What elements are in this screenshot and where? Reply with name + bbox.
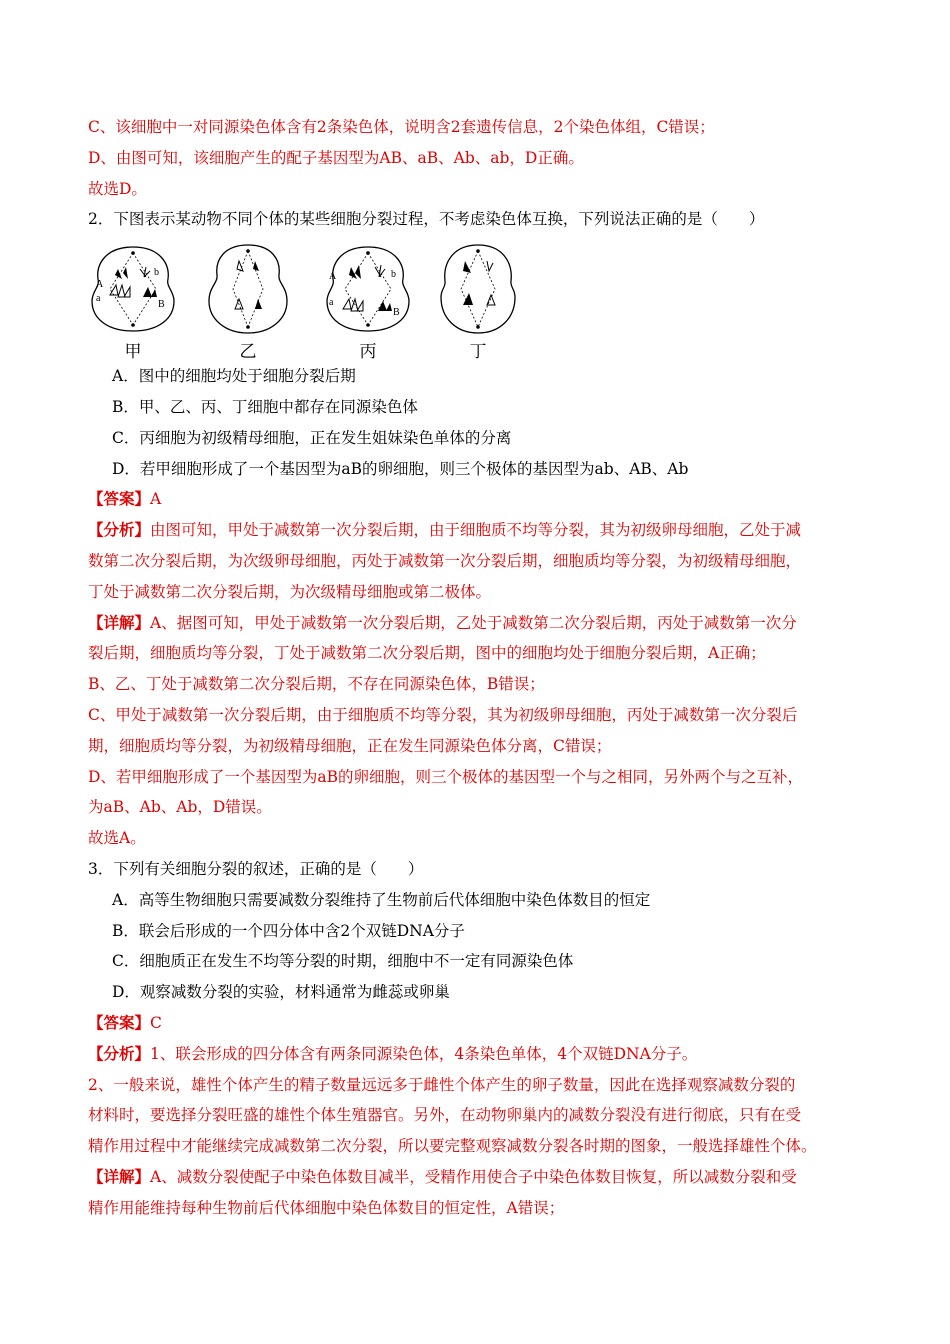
q3-stem: 3．下列有关细胞分裂的叙述，正确的是（ ） <box>88 859 424 878</box>
q2-option-c: C．丙细胞为初级精母细胞，正在发生姐妹染色单体的分离 <box>112 428 512 447</box>
q3-analysis-line-1 <box>88 1039 878 1070</box>
analysis-tag: 【分析】 <box>88 520 151 540</box>
q2-detail-c-line-2: 期，细胞质均等分裂，为初级精母细胞，正在发生同源染色体分离，C错误； <box>88 736 612 755</box>
detail-tag: 【详解】 <box>88 1166 151 1186</box>
q2-option-a: A．图中的细胞均处于细胞分裂后期 <box>112 367 356 386</box>
answer-value: A <box>150 490 162 509</box>
cell-label-jia: 甲 <box>124 342 142 363</box>
q3-analysis-line-4: 精作用过程中才能继续完成减数第二次分裂，所以要完整观察减数分裂各时期的图象，一般选择雄性个体。 <box>88 1137 817 1156</box>
q2-stem: 2．下图表示某动物不同个体的某些细胞分裂过程，不考虑染色体互换，下列说法正确的是（ ） <box>88 210 765 229</box>
q2-option-b: B．甲、乙、丙、丁细胞中都存在同源染色体 <box>112 397 418 416</box>
q3-option-c: C．细胞质正在发生不均等分裂的时期，细胞中不一定有同源染色体 <box>112 952 574 971</box>
answer-tag: 【答案】 <box>88 489 151 509</box>
detail-text: A、据图可知，甲处于减数第一次分裂后期，乙处于减数第二次分裂后期，丙处于减数第一次分 <box>150 613 797 632</box>
cell-jia-drawing <box>88 239 178 339</box>
q3-detail-a-line-2: 精作用能维持每种生物前后代体细胞中染色体数目的恒定性，A错误； <box>88 1198 565 1217</box>
q2-analysis-line-1 <box>88 515 878 546</box>
gene-a-label: a <box>329 297 334 309</box>
analysis-tag: 【分析】 <box>88 1043 151 1063</box>
q2-analysis-line-3: 丁处于减数第二次分裂后期，为次级精母细胞或第二极体。 <box>88 582 492 601</box>
gene-B-label: B <box>393 307 400 319</box>
q2-detail-d-line-1: D、若甲细胞形成了一个基因型为aB的卵细胞，则三个极体的基因型一个与之相同，另外两个与之互补， <box>88 767 804 786</box>
prev-option-d-explanation: D、由图可知，该细胞产生的配子基因型为AB、aB、Ab、ab，D正确。 <box>88 148 584 167</box>
analysis-text: 1、联会形成的四分体含有两条同源染色体，4条染色单体，4个双链DNA分子。 <box>150 1044 698 1063</box>
q2-detail-d-line-2: 为aB、Ab、Ab，D错误。 <box>88 798 272 817</box>
q2-detail-a-line-2: 裂后期，细胞质均等分裂，丁处于减数第二次分裂后期，图中的细胞均处于细胞分裂后期，A正确； <box>88 644 766 663</box>
cell-label-bing: 丙 <box>359 342 377 363</box>
cell-label-yi: 乙 <box>239 342 257 363</box>
cell-yi <box>203 239 293 363</box>
gene-A-label: A <box>329 271 337 283</box>
prev-conclusion: 故选D。 <box>88 179 147 198</box>
q3-option-d: D．观察减数分裂的实验，材料通常为雌蕊或卵巢 <box>112 983 450 1002</box>
cell-yi-drawing <box>203 239 293 339</box>
cell-label-ding: 丁 <box>469 342 487 363</box>
cell-jia <box>88 239 178 363</box>
cell-ding-drawing <box>433 239 523 339</box>
q2-analysis-line-2: 数第二次分裂后期，为次级卵母细胞，丙处于减数第一次分裂后期，细胞质均等分裂，为初级精母细胞， <box>88 551 802 570</box>
analysis-text: 由图可知，甲处于减数第一次分裂后期，由于细胞质不均等分裂，其为初级卵母细胞，乙处于减 <box>150 521 802 540</box>
q3-option-a: A．高等生物细胞只需要减数分裂维持了生物前后代体细胞中染色体数目的恒定 <box>112 890 651 909</box>
q2-cell-figure <box>88 239 878 361</box>
q2-conclusion: 故选A。 <box>88 829 146 848</box>
cell-bing-drawing <box>323 239 413 339</box>
document-page <box>88 112 878 1224</box>
q3-option-b: B．联会后形成的一个四分体中含2个双链DNA分子 <box>112 921 465 940</box>
q2-detail-b: B、乙、丁处于减数第二次分裂后期，不存在同源染色体，B错误； <box>88 675 545 694</box>
q3-analysis-line-3: 材料时，要选择分裂旺盛的雄性个体生殖器官。另外，在动物卵巢内的减数分裂没有进行彻底，只有在受 <box>88 1106 802 1125</box>
cell-ding <box>433 239 523 363</box>
q2-detail-c-line-1: C、甲处于减数第一次分裂后期，由于细胞质不均等分裂，其为初级卵母细胞，丙处于减数第一次分裂后 <box>88 705 798 724</box>
gene-a-label: a <box>96 293 101 305</box>
answer-tag: 【答案】 <box>88 1012 151 1032</box>
detail-tag: 【详解】 <box>88 612 151 632</box>
q3-detail-a-line-1 <box>88 1162 878 1193</box>
gene-A-label: A <box>96 279 104 291</box>
gene-B-label: B <box>158 299 165 311</box>
gene-b-label: b <box>154 267 159 279</box>
q3-answer <box>88 1008 878 1039</box>
answer-value: C <box>150 1013 162 1032</box>
q2-answer <box>88 484 878 515</box>
detail-text: A、减数分裂使配子中染色体数目减半，受精作用使合子中染色体数目恢复，所以减数分裂和受 <box>150 1167 797 1186</box>
q3-analysis-line-2: 2、一般来说，雄性个体产生的精子数量远远多于雌性个体产生的卵子数量，因此在选择观察减数分裂的 <box>88 1075 796 1094</box>
prev-option-c-explanation: C、该细胞中一对同源染色体含有2条染色体，说明含2套遗传信息，2个染色体组，C错误； <box>88 118 715 136</box>
q2-detail-a-line-1 <box>88 608 878 639</box>
q2-option-d: D．若甲细胞形成了一个基因型为aB的卵细胞，则三个极体的基因型为ab、AB、Ab <box>112 459 689 478</box>
gene-b-label: b <box>391 269 396 281</box>
cell-bing <box>323 239 413 363</box>
